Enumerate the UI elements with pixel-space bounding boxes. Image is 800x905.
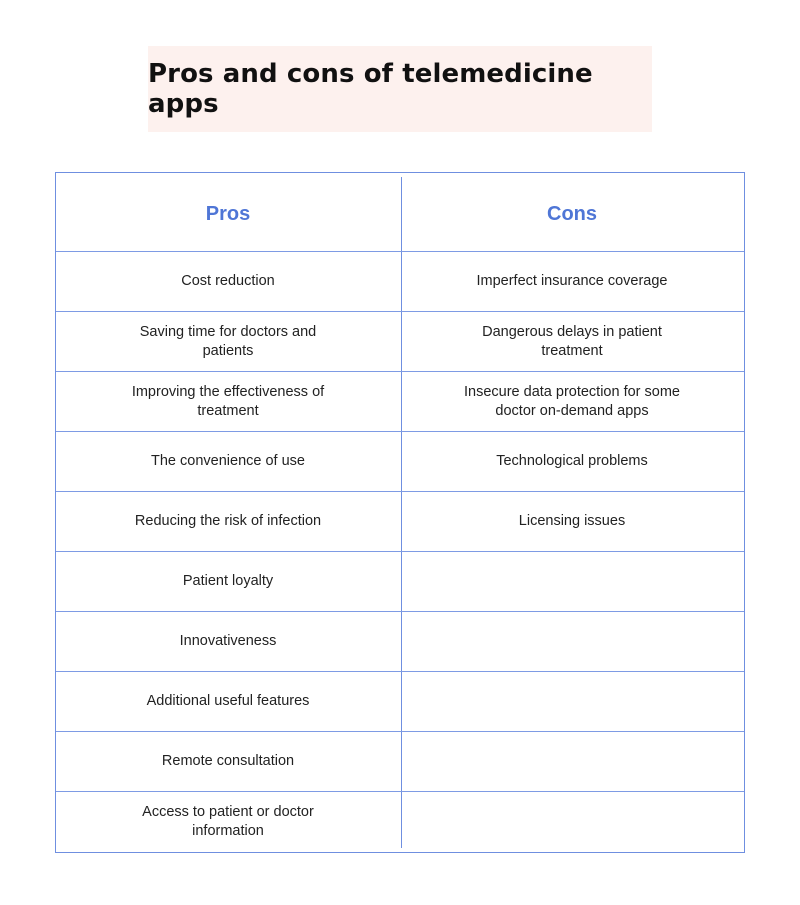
table-row bbox=[56, 371, 744, 431]
page-title: Pros and cons of telemedicine apps bbox=[148, 59, 593, 119]
con-cell bbox=[400, 792, 744, 851]
table-row bbox=[56, 311, 744, 371]
table-row bbox=[56, 791, 744, 851]
table-row bbox=[56, 551, 744, 611]
table-row bbox=[56, 431, 744, 491]
con-cell: Imperfect insurance coverage bbox=[476, 273, 668, 289]
table-row bbox=[56, 491, 744, 551]
pros-cons-table bbox=[55, 172, 745, 853]
con-cell bbox=[400, 672, 744, 731]
pro-cell: Additional useful features bbox=[146, 693, 310, 709]
header-cons: Cons bbox=[547, 202, 597, 225]
pro-cell: The convenience of use bbox=[151, 453, 305, 469]
con-cell bbox=[400, 732, 744, 791]
pro-cell: Saving time for doctors and patients bbox=[139, 323, 317, 359]
con-cell bbox=[400, 552, 744, 611]
pro-cell: Reducing the risk of infection bbox=[134, 513, 322, 529]
pro-cell: Access to patient or doctor information bbox=[142, 803, 314, 839]
con-cell bbox=[400, 612, 744, 671]
header-pros: Pros bbox=[205, 202, 251, 225]
con-cell: Licensing issues bbox=[518, 513, 626, 529]
con-cell: Insecure data protection for some doctor on-demand apps bbox=[463, 383, 680, 419]
title-banner bbox=[148, 46, 652, 132]
pro-cell: Improving the effectiveness of treatment bbox=[131, 383, 325, 419]
pro-cell: Patient loyalty bbox=[182, 573, 274, 589]
pro-cell: Cost reduction bbox=[181, 273, 275, 289]
con-cell: Technological problems bbox=[496, 453, 648, 469]
table-header-row bbox=[56, 173, 744, 251]
pro-cell: Innovativeness bbox=[179, 633, 277, 649]
table-row bbox=[56, 251, 744, 311]
table-row bbox=[56, 731, 744, 791]
pro-cell: Remote consultation bbox=[161, 753, 295, 769]
table-row bbox=[56, 611, 744, 671]
con-cell: Dangerous delays in patient treatment bbox=[482, 323, 662, 359]
table-row bbox=[56, 671, 744, 731]
